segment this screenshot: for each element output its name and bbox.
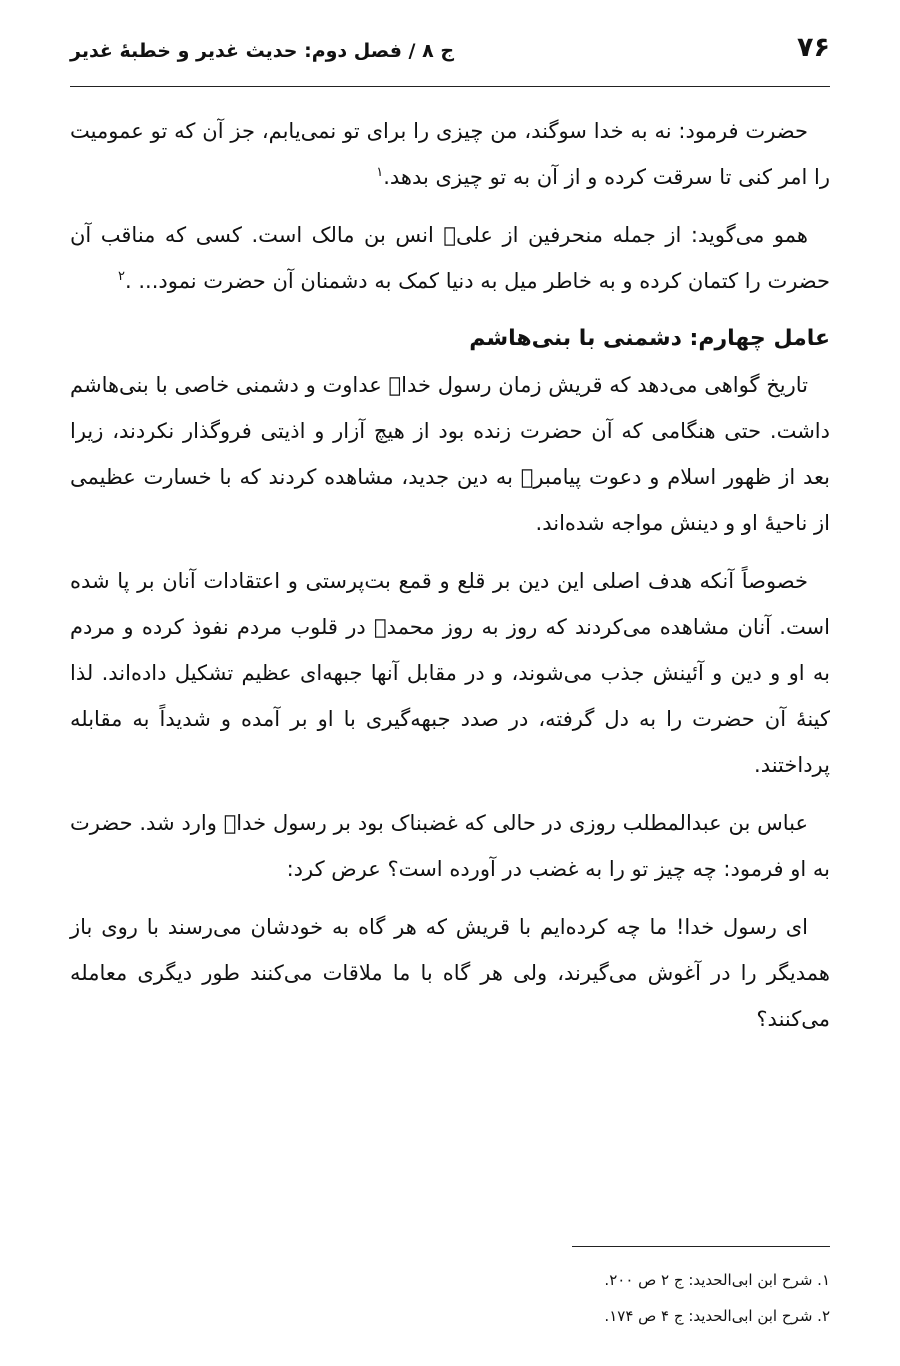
paragraph-4: خصوصاً آنکه هدف اصلی این دین بر قلع و قمع بت‌پرستی و اعتقادات آنان بر پا شده است. آنان مشاهده می‌کردند که روز به روز محمد﷑ در قلوب مردم نفوذ کرده و مردم به او و دین و آئینش جذب می‌شوند، و در مقابل آنها جبهه‌ای عظیم تشکیل داده‌اند. لذا کینهٔ آن حضرت را به دل گرفته، در صدد جبهه‌گیری با او بر آمده و شدیداً به مقابله پرداختند.: [70, 569, 830, 777]
paragraph-1: [70, 108, 830, 200]
paragraph-1-text: حضرت فرمود: نه به خدا سوگند، من چیزی را برای تو نمی‌یابم، جز آن که تو عمومیت را امر کنی تا سرقت کرده و از آن به تو چیزی بدهد.: [70, 119, 830, 189]
body-text: [70, 108, 830, 1054]
running-header-title: ج ۸ / فصل دوم: حدیث غدیر و خطبهٔ غدیر: [70, 40, 455, 62]
footnotes: [70, 1262, 830, 1334]
header-divider: [70, 86, 830, 87]
paragraph-5: عباس بن عبدالمطلب روزی در حالی که غضبناک بود بر رسول خدا﷑ وارد شد. حضرت به او فرمود: چه چیز تو را به غضب در آورده است؟ عرض کرد:: [70, 811, 830, 881]
footnote-2: ۲. شرح ابن ابی‌الحدید: ج ۴ ص ۱۷۴.: [604, 1307, 830, 1325]
footnote-1: ۱. شرح ابن ابی‌الحدید: ج ۲ ص ۲۰۰.: [604, 1271, 830, 1289]
section-heading: عامل چهارم: دشمنی با بنی‌هاشم: [469, 326, 830, 351]
paragraph-2: [70, 212, 830, 304]
page-number: ۷۶: [797, 32, 830, 63]
footnote-marker-1: ۱: [376, 165, 384, 180]
running-header: [70, 30, 830, 78]
paragraph-3: تاریخ گواهی می‌دهد که قریش زمان رسول خدا﷑ عداوت و دشمنی خاصی با بنی‌هاشم داشت. حتی هنگامی که آن حضرت زنده بود از هیچ آزار و اذیتی فروگذار نکردند، زیرا بعد از ظهور اسلام و دعوت پیامبر﷑ به دین جدید، مشاهده کردند که با خسارت عظیمی از ناحیهٔ او و دینش مواجه شده‌اند.: [70, 373, 830, 535]
paragraph-2-text: همو می‌گوید: از جمله منحرفین از علی﷣ انس بن مالک است. کسی که مناقب آن حضرت را کتمان کرده و به خاطر میل به دنیا کمک به دشمنان آن حضرت نمود... .: [70, 223, 830, 293]
footnote-marker-2: ۲: [118, 269, 125, 284]
paragraph-6: ای رسول خدا! ما چه کرده‌ایم با قریش که هر گاه به خودشان می‌رسند با روی باز همدیگر را در آغوش می‌گیرند، ولی هر گاه با ما ملاقات می‌کنند طور دیگری معامله می‌کنند؟: [70, 915, 830, 1031]
footnote-divider: [572, 1246, 830, 1247]
